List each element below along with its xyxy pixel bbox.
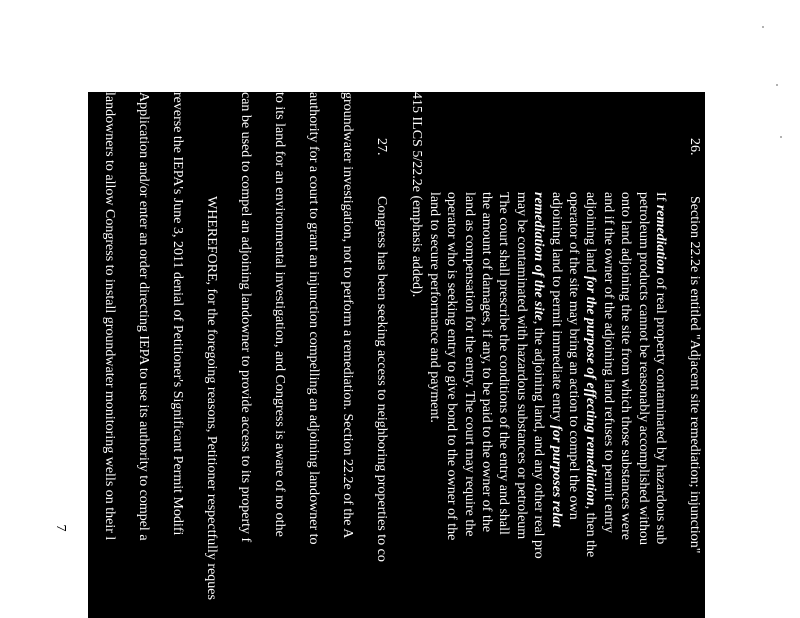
quote-line: the amount of damages, if any, to be paid to the owner of the [479, 192, 494, 533]
quote-line: adjoining land to permit immediate entry for purposes relat [548, 192, 564, 528]
scan-speck [776, 84, 778, 86]
wherefore-line: reverse the IEPA's June 3, 2011 denial of Petitioner's Significant Permit Modifi [170, 92, 185, 536]
wherefore-line: landowners to allow Congress to install groundwater monitoring wells on their l [102, 92, 117, 541]
para-26-text: Section 22.2e is entitled "Adjacent site remediation; injunction" [687, 196, 702, 554]
quote-line: onto land adjoining the site from which those substances were [618, 192, 634, 540]
scan-speck [762, 26, 764, 28]
quote-line: may be contaminated with hazardous substances or petroleum [513, 192, 529, 540]
para-27-line: to its land for an environmental investigation, and Congress is aware of no othe [272, 92, 287, 537]
para-27-line: groundwater investigation, not to perform a remediation. Section 22.2e of the A [340, 92, 355, 539]
quote-line: adjoining land for the purpose of effecting remediation, then the [583, 192, 599, 558]
wherefore-line: Application and/or enter an order directing IEPA to use its authority to compel a [136, 92, 151, 541]
scanned-page [88, 92, 705, 618]
quote-line: If remediation of real property contaminated by hazardous sub [653, 192, 668, 545]
citation: 415 ILCS 5/22.2e (emphasis added). [409, 92, 424, 298]
para-27-line: Congress has been seeking access to neighboring properties to co [374, 196, 389, 562]
para-27-number: 27. [374, 138, 389, 156]
wherefore-line: WHEREFORE, for the foregoing reasons, Petitioner respectfully reques [204, 196, 219, 600]
scan-speck [780, 136, 782, 138]
quote-line: land to secure performance and payment. [426, 192, 442, 423]
para-27-line: authority for a court to grant an injunction compelling an adjoining landowner to [306, 92, 321, 545]
quote-line: petroleum products cannot be reasonably accomplished withou [635, 192, 651, 546]
quote-line: The court shall prescribe the conditions of the entry and shall [496, 192, 512, 535]
quote-line: operator of the site may bring an action to compel the own [566, 192, 581, 520]
para-26-number: 26. [687, 138, 702, 156]
document-body [88, 92, 705, 618]
para-27-line: can be used to compel an adjoining landowner to provide access to its property f [238, 92, 253, 543]
quote-line: operator who is seeking entry to give bond to the owner of the [444, 192, 460, 541]
page-number: 7 [53, 524, 68, 532]
quote-line: and if the owner of the adjoining land refuses to permit entry [600, 192, 616, 533]
quote-line: remediation of the site, the adjoining land, and any other real pro [531, 192, 547, 559]
quote-line: land as compensation for the entry. The court may require the [461, 192, 477, 537]
